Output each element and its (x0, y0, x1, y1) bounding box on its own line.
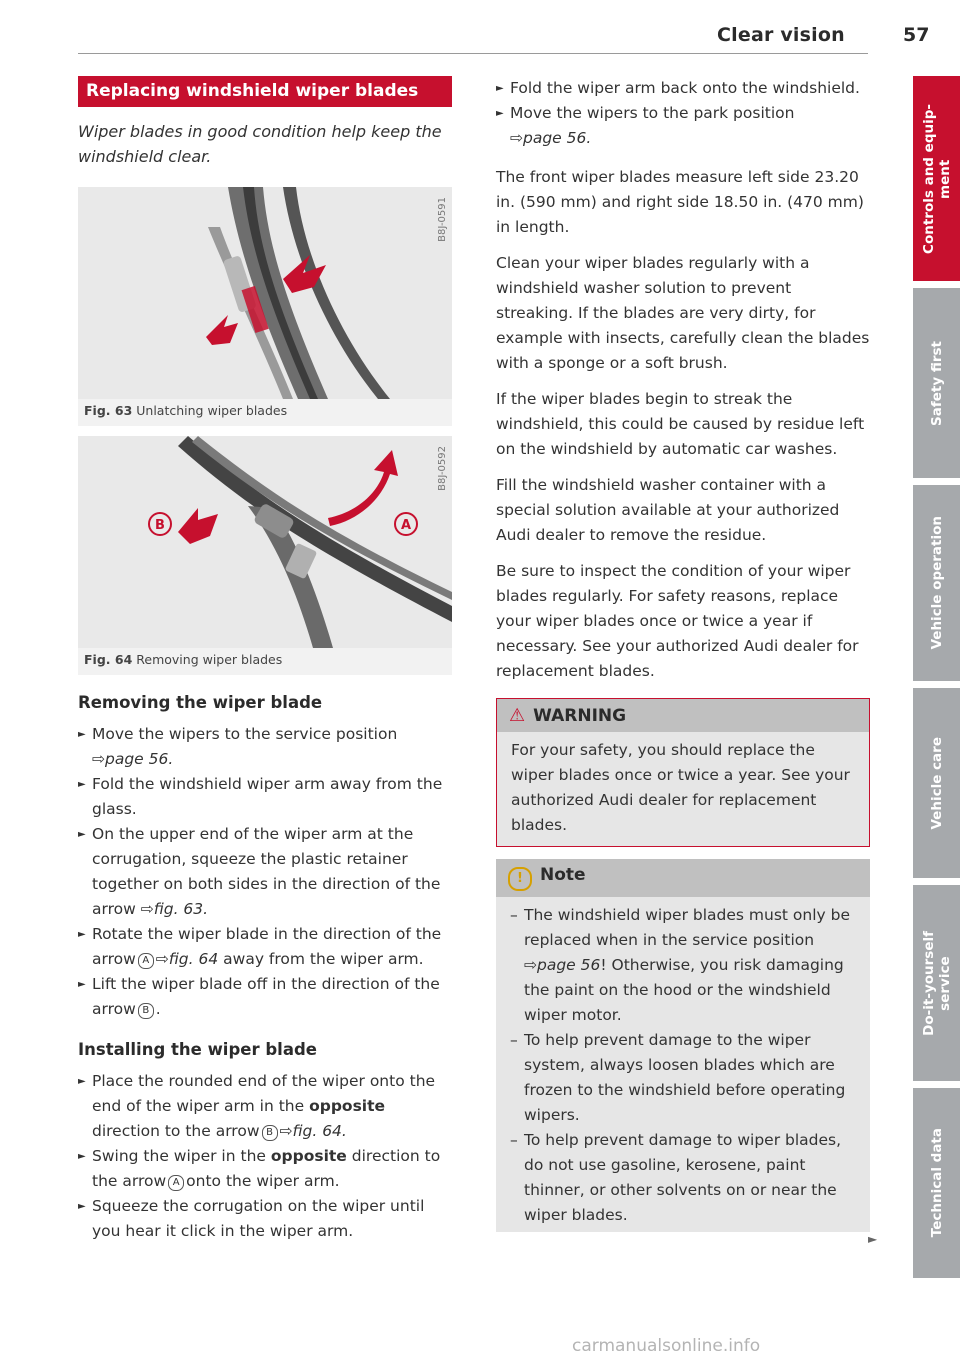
list-item: ► Move the wipers to the park position ⇨page 56. (496, 101, 870, 151)
tab-safety-first[interactable]: Safety first (913, 288, 960, 478)
tab-controls-and-equipment[interactable]: Controls and equip- ment (913, 76, 960, 281)
arrow-a-marker: A (138, 953, 154, 969)
figure-63-code: B8J-0591 (437, 197, 448, 242)
watermark: carmanualsonline.info (572, 1336, 761, 1356)
list-item: ► Lift the wiper blade off in the direction of the arrow B . (78, 972, 452, 1022)
list-item: ► Move the wipers to the service position ⇨page 56. (78, 722, 452, 772)
wiper-remove-illustration (78, 436, 452, 648)
continue-arrow-icon: ► (868, 1232, 878, 1246)
warning-box (496, 698, 870, 847)
list-item: ► On the upper end of the wiper arm at the corrugation, squeeze the plastic retainer together on both sides in the direction of the arrow ⇨fig. 63. (78, 822, 452, 922)
figure-link[interactable]: ⇨fig. 64. (279, 1122, 347, 1140)
warning-header: ⚠ WARNING (497, 699, 869, 732)
note-header: ! Note (496, 859, 870, 897)
installing-steps (78, 1069, 452, 1244)
right-steps (496, 76, 870, 151)
left-column (78, 76, 452, 1244)
figure-63-image (78, 187, 452, 399)
figure-64-caption-text: Removing wiper blades (136, 652, 283, 667)
page-link[interactable]: ⇨page 56. (510, 129, 592, 147)
tab-vehicle-care[interactable]: Vehicle care (913, 688, 960, 878)
removing-heading: Removing the wiper blade (78, 693, 323, 712)
figure-link[interactable]: ⇨fig. 63. (140, 900, 209, 918)
figure-63-caption-text: Unlatching wiper blades (136, 403, 288, 418)
figure-64-caption (78, 648, 452, 675)
figure-63-number: Fig. 63 (84, 403, 133, 418)
figure-64-label-a: A (400, 518, 412, 533)
paragraph-cleaning: Clean your wiper blades regularly with a windshield washer solution to prevent streaking. If the blades are very dirty, for example with insects, carefully clean the blades with a sponge or a soft brush. (496, 254, 870, 372)
figure-64-label-b: B (155, 518, 165, 533)
figure-64-number: Fig. 64 (84, 652, 133, 667)
list-item: – To help prevent damage to wiper blades, do not use gasoline, kerosene, paint thinner, or other solvents on or near the wiper blades. (510, 1128, 860, 1228)
list-item: ► Fold the windshield wiper arm away from the glass. (78, 772, 452, 822)
tab-do-it-yourself-service[interactable]: Do-it-yourself service (913, 885, 960, 1081)
wiper-unlatch-illustration (78, 187, 452, 399)
note-info-icon: ! (508, 867, 532, 891)
page-link[interactable]: ⇨page 56. (92, 750, 174, 768)
paragraph-streaking: If the wiper blades begin to streak the windshield, this could be caused by residue left on the windshield by automatic car washes. (496, 390, 865, 458)
list-item: ► Fold the wiper arm back onto the windshield. (496, 76, 870, 101)
tab-technical-data[interactable]: Technical data (913, 1088, 960, 1278)
list-item: – The windshield wiper blades must only be replaced when in the service position ⇨page 56! Otherwise, you risk damaging the paint on the hood or the windshield wiper motor. (510, 903, 860, 1028)
paragraph-washer-fluid: Fill the windshield washer container with a special solution available at your authorized Audi dealer to remove the residue. (496, 476, 840, 544)
paragraph-blade-size: The front wiper blades measure left side 23.20 in. (590 mm) and right side 18.50 in. (470 mm) in length. (496, 168, 864, 236)
list-item: ► Place the rounded end of the wiper onto the end of the wiper arm in the opposite direction to the arrow B ⇨fig. 64. (78, 1069, 452, 1144)
note-box (496, 859, 870, 1232)
list-item: ► Swing the wiper in the opposite direction to the arrow A onto the wiper arm. (78, 1144, 452, 1194)
warning-text: For your safety, you should replace the wiper blades once or twice a year. See your authorized Audi dealer for replacement blades. (497, 732, 869, 846)
figure-63-caption (78, 399, 452, 426)
figure-64 (78, 436, 452, 675)
list-item: – To help prevent damage to the wiper system, always loosen blades which are frozen to the windshield before operating wipers. (510, 1028, 860, 1128)
figure-link[interactable]: ⇨fig. 64 (155, 950, 219, 968)
section-intro: Wiper blades in good condition help keep the windshield clear. (78, 122, 442, 166)
paragraph-inspection: Be sure to inspect the condition of your wiper blades regularly. For safety reasons, replace your wiper blades once or twice a year if necessary. See your authorized Audi dealer for replacement blades. (496, 562, 859, 680)
page-number: 57 (903, 24, 930, 46)
list-item: ► Rotate the wiper blade in the direction of the arrow A ⇨fig. 64 away from the wiper arm. (78, 922, 452, 972)
installing-heading: Installing the wiper blade (78, 1040, 317, 1059)
section-banner: Replacing windshield wiper blades (78, 76, 452, 107)
chapter-tabs (913, 76, 960, 1285)
figure-63 (78, 187, 452, 426)
warning-triangle-icon: ⚠ (509, 705, 526, 726)
list-item: ► Squeeze the corrugation on the wiper until you hear it click in the wiper arm. (78, 1194, 452, 1244)
header-rule (78, 53, 868, 54)
right-column (496, 76, 870, 1232)
page-link[interactable]: ⇨page 56 (524, 956, 601, 974)
arrow-b-marker: B (262, 1125, 278, 1141)
arrow-a-marker: A (168, 1175, 184, 1191)
figure-64-code: B8J-0592 (437, 446, 448, 491)
removing-steps (78, 722, 452, 1022)
figure-64-image (78, 436, 452, 648)
chapter-title: Clear vision (717, 24, 845, 46)
tab-vehicle-operation[interactable]: Vehicle operation (913, 485, 960, 681)
arrow-b-marker: B (138, 1003, 154, 1019)
note-list (496, 897, 870, 1232)
